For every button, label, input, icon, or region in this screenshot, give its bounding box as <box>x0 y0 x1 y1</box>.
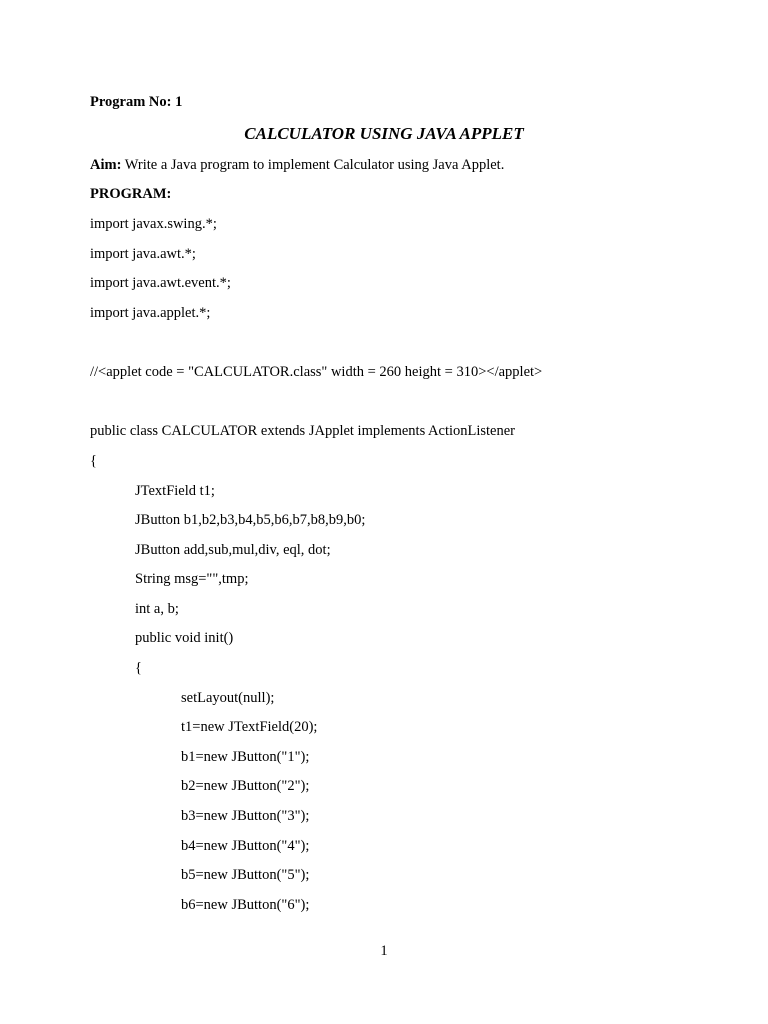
code-line: String msg="",tmp; <box>135 571 249 587</box>
code-line: import java.awt.event.*; <box>90 275 231 291</box>
code-line: b3=new JButton("3"); <box>181 808 310 824</box>
code-line: b4=new JButton("4"); <box>181 838 310 854</box>
code-line: b6=new JButton("6"); <box>181 897 310 913</box>
code-line: b2=new JButton("2"); <box>181 778 310 794</box>
program-number: Program No: 1 <box>90 94 183 110</box>
page-number: 1 <box>380 943 388 959</box>
aim-label: Aim: <box>90 157 122 173</box>
code-line: public void init() <box>135 630 234 646</box>
document-title: CALCULATOR USING JAVA APPLET <box>244 124 524 143</box>
program-heading: PROGRAM: <box>90 186 172 202</box>
code-line: int a, b; <box>135 601 179 617</box>
code-line: JButton b1,b2,b3,b4,b5,b6,b7,b8,b9,b0; <box>135 512 366 528</box>
code-line: { <box>90 453 97 469</box>
code-line: b1=new JButton("1"); <box>181 749 310 765</box>
code-line: //<applet code = "CALCULATOR.class" width = 260 height = 310></applet> <box>90 364 543 380</box>
code-line: t1=new JTextField(20); <box>181 719 318 735</box>
code-line: JTextField t1; <box>135 483 215 499</box>
code-line: import java.applet.*; <box>90 305 211 321</box>
code-line: setLayout(null); <box>181 690 275 706</box>
code-line: b5=new JButton("5"); <box>181 867 310 883</box>
aim-line <box>90 156 504 174</box>
aim-text: Write a Java program to implement Calculator using Java Applet. <box>121 157 505 173</box>
code-line: JButton add,sub,mul,div, eql, dot; <box>135 542 331 558</box>
code-line: import javax.swing.*; <box>90 216 217 232</box>
code-line: public class CALCULATOR extends JApplet implements ActionListener <box>90 423 516 439</box>
code-line: { <box>135 660 142 676</box>
code-line: import java.awt.*; <box>90 246 196 262</box>
